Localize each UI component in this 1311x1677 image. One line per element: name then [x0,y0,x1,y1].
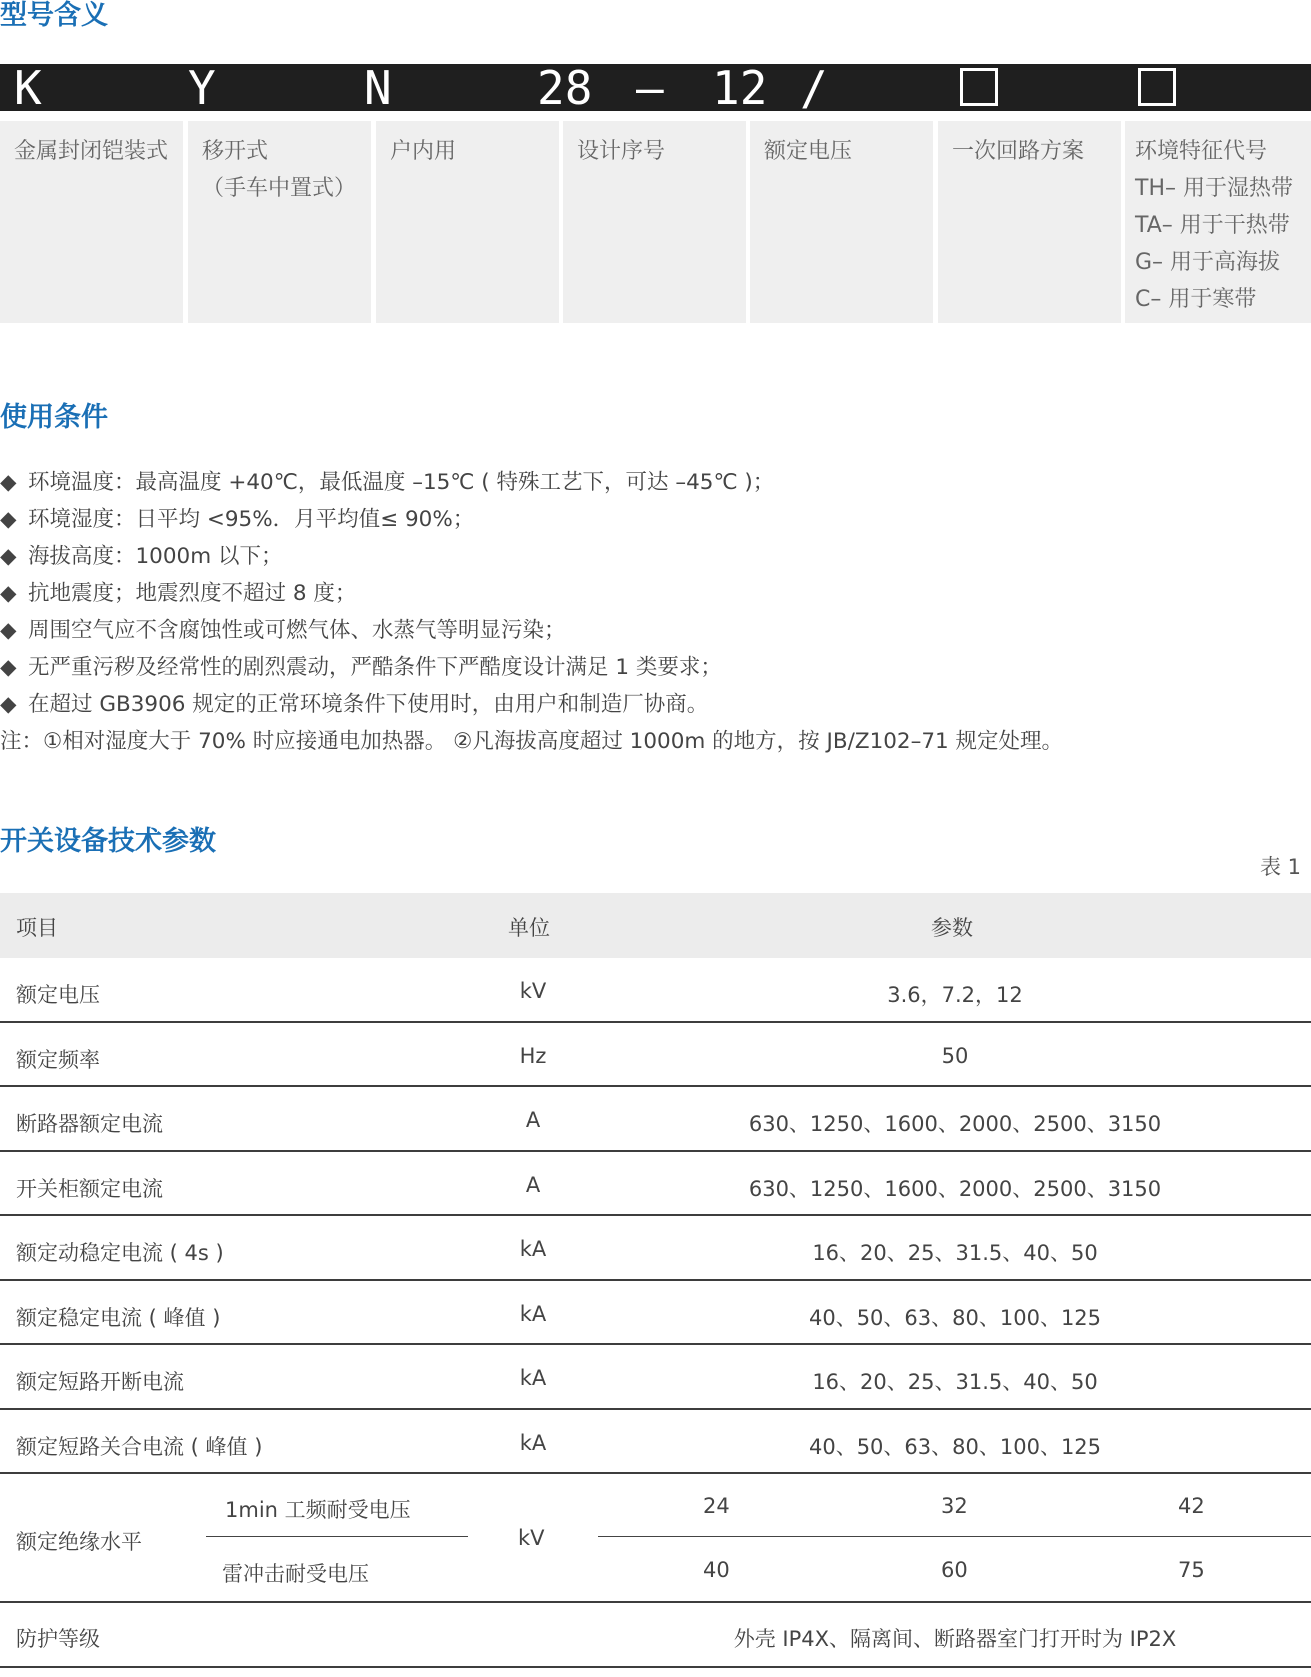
condition-item [0,613,566,644]
code-letter: K [14,61,42,115]
table-cell-item: 防护等级 [16,1627,100,1651]
model-cell-text: C– 用于寒带 [1135,287,1257,312]
model-cell-text: TH– 用于湿热带 [1135,176,1293,201]
row-divider [0,1343,1311,1345]
table-cell-value: 50 [941,1044,969,1068]
table-cell-value: 42 [1178,1494,1205,1518]
table-cell-item: 额定动稳定电流 ( 4s ) [16,1241,224,1265]
section-title-params: 开关设备技术参数 [0,826,216,857]
condition-text: 在超过 GB3906 规定的正常环境条件下使用时，由用户和制造厂协商。 [28,692,709,717]
row-divider [0,1472,1311,1474]
code-letter: 28 [537,61,593,115]
bullet-icon: ◆ [0,618,17,643]
table-cell-unit: kA [519,1302,547,1326]
model-code-bar [0,61,1311,115]
table-cell-value: 630、1250、1600、2000、2500、3150 [748,1112,1162,1136]
sub-item-label: 雷冲击耐受电压 [222,1562,369,1586]
model-cell-text: 移开式 [202,139,269,164]
header-item: 项目 [16,916,58,940]
model-cell-text: 设计序号 [577,139,666,164]
bullet-icon: ◆ [0,544,17,569]
table-cell-value: 16、20、25、31.5、40、50 [812,1241,1098,1265]
table-cell-item: 额定电压 [16,983,100,1007]
model-cell [750,121,933,323]
header-param: 参数 [931,916,973,940]
table-cell-unit: kA [519,1366,547,1390]
model-cell-text: 户内用 [390,139,457,164]
table-cell-unit: kA [519,1237,547,1261]
code-letter: – [636,61,664,115]
section-title-conditions: 使用条件 [0,402,108,433]
sub-item-label: 1min 工频耐受电压 [225,1498,411,1522]
table-cell-value: 外壳 IP4X、隔离间、断路器室门打开时为 IP2X [733,1627,1177,1651]
table-cell-value: 32 [941,1494,968,1518]
row-divider [0,1085,1311,1087]
table-cell-value: 60 [941,1558,968,1582]
condition-text: 环境湿度：日平均 <95%．月平均值≤ 90%； [28,507,475,532]
table-cell-item: 开关柜额定电流 [16,1177,163,1201]
condition-item [0,687,708,718]
model-cell-text: 金属封闭铠装式 [14,139,169,164]
note: 注：①相对湿度大于 70% 时应接通电加热器。 ②凡海拔高度超过 1000m 的地方，按 JB/Z102–71 规定处理。 [0,729,1064,754]
table-cell-unit: A [525,1173,541,1197]
table-number: 表 1 [1259,855,1301,879]
bullet-icon: ◆ [0,692,17,717]
table-cell-unit: kV [518,1526,545,1550]
model-cell-text: 一次回路方案 [952,139,1085,164]
table-cell-value: 75 [1178,1558,1205,1582]
model-cell-text: 环境特征代号 [1135,139,1268,164]
row-divider [0,1150,1311,1152]
sub-divider [206,1536,468,1537]
condition-text: 抗地震度；地震烈度不超过 8 度； [28,581,357,606]
table-header [0,893,1311,958]
row-divider [0,1408,1311,1410]
model-cell [1125,121,1311,323]
condition-text: 环境温度：最高温度 +40℃，最低温度 –15℃ ( 特殊工艺下，可达 –45℃ )； [28,470,775,495]
condition-item [0,576,356,607]
condition-text: 海拔高度：1000m 以下； [28,544,283,569]
code-letter: 12 [712,61,768,115]
table-cell-value: 40、50、63、80、100、125 [808,1435,1102,1459]
model-cell-text: （手车中置式） [202,176,357,201]
table-cell-item: 断路器额定电流 [16,1112,163,1136]
row-divider [0,1666,1311,1668]
blank-box [960,68,998,106]
condition-item [0,502,474,533]
condition-item [0,539,283,570]
model-cell [376,121,559,323]
condition-text: 周围空气应不含腐蚀性或可燃气体、水蒸气等明显污染； [28,618,566,643]
model-meaning-cells [0,121,1311,323]
header-unit: 单位 [508,916,550,940]
model-cell [188,121,371,323]
table-cell-value: 40 [703,1558,730,1582]
row-divider [0,1021,1311,1023]
row-divider [0,1279,1311,1281]
code-letter: N [364,61,392,115]
table-cell-unit: kV [519,979,547,1003]
table-cell-value: 40、50、63、80、100、125 [808,1306,1102,1330]
bullet-icon: ◆ [0,507,17,532]
code-letter: / [800,61,828,115]
section-title-model: 型号含义 [0,0,108,31]
model-cell [938,121,1121,323]
table-cell-item: 额定短路关合电流 ( 峰值 ) [16,1435,263,1459]
table-cell-item: 额定频率 [16,1048,100,1072]
table-cell-value: 16、20、25、31.5、40、50 [812,1370,1098,1394]
table-cell-value: 24 [703,1494,730,1518]
table-cell-item: 额定绝缘水平 [16,1530,142,1554]
bullet-icon: ◆ [0,470,17,495]
model-cell-text: TA– 用于干热带 [1135,213,1290,238]
bullet-icon: ◆ [0,655,17,680]
row-divider [0,1601,1311,1603]
table-cell-unit: Hz [519,1044,547,1068]
bullet-icon: ◆ [0,581,17,606]
model-cell-text: G– 用于高海拔 [1135,250,1281,275]
condition-item [0,465,774,496]
model-cell [0,121,183,323]
code-letter: Y [188,61,216,115]
condition-text: 无严重污秽及经常性的剧烈震动，严酷条件下严酷度设计满足 1 类要求； [28,655,722,680]
model-cell [563,121,746,323]
table-cell-item: 额定稳定电流 ( 峰值 ) [16,1306,221,1330]
table-cell-value: 3.6，7.2，12 [887,983,1023,1007]
table-cell-unit: kA [519,1431,547,1455]
table-cell-unit: A [525,1108,541,1132]
blank-box [1138,68,1176,106]
condition-item [0,650,722,681]
model-cell-text: 额定电压 [764,139,853,164]
sub-divider [598,1536,1311,1537]
table-cell-item: 额定短路开断电流 [16,1370,184,1394]
row-divider [0,1214,1311,1216]
table-cell-value: 630、1250、1600、2000、2500、3150 [748,1177,1162,1201]
